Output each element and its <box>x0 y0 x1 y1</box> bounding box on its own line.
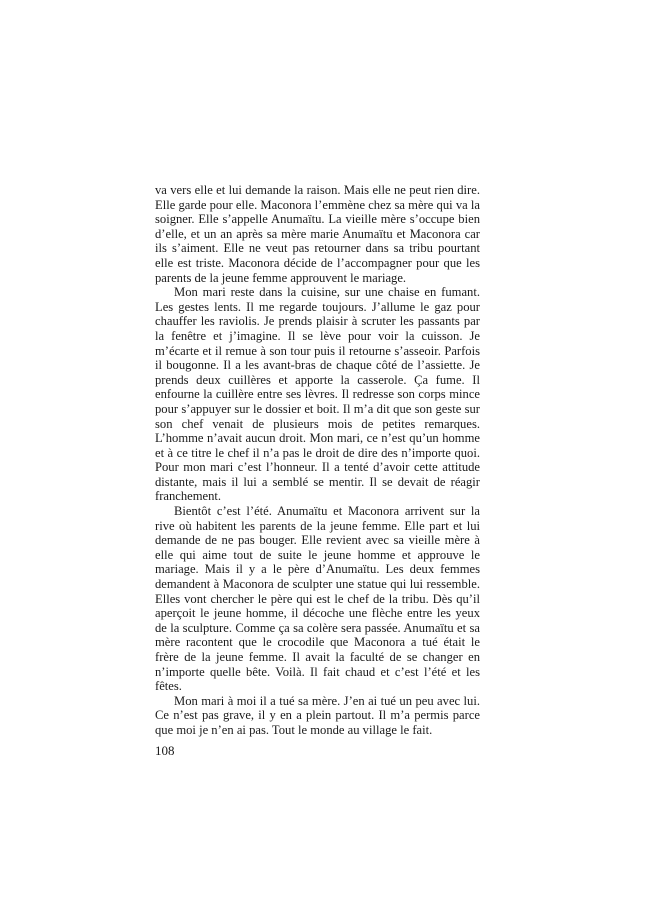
paragraph-3: Bientôt c’est l’été. Anumaïtu et Maconora arrivent sur la rive où habitent les parents de la jeune femme. Elle part et lui demande de ne pas bouger. Elle revient avec sa vieille mère à elle qui aime tout de suite le jeune homme et approuve le mariage. Mais il y a le père d’Anumaïtu. Les deux femmes demandent à Maconora de sculpter une statue qui lui ressemble. Elles vont chercher le père qui est le chef de la tribu. Dès qu’il aperçoit le jeune homme, il décoche une flèche entre les yeux de la sculpture. Comme ça sa colère sera passée. Anumaïtu et sa mère racontent que le crocodile que Maconora a tué était le frère de la jeune femme. Il avait la faculté de se changer en n’importe quelle bête. Voilà. Il fait chaud et c’est l’été et les fêtes. <box>155 504 480 694</box>
paragraph-4: Mon mari à moi il a tué sa mère. J’en ai tué un peu avec lui. Ce n’est pas grave, il y en a plein partout. Il m’a permis parce que moi je n’en ai pas. Tout le monde au village le fait. <box>155 693 480 737</box>
paragraph-1: va vers elle et lui demande la raison. Mais elle ne peut rien dire. Elle garde pour elle. Maconora l’emmène chez sa mère qui va la soigner. Elle s’appelle Anumaïtu. La vieille mère s’occupe bien d’elle, et un an après sa mère marie Anumaïtu et Maconora car ils s’aiment. Elle ne veut pas retourner dans sa tribu pourtant elle est triste. Maconora décide de l’accompagner pour que les parents de la jeune femme approuvent le mariage. <box>155 183 480 285</box>
body-text <box>155 183 480 738</box>
page-number: 108 <box>155 743 175 758</box>
paragraph-2: Mon mari reste dans la cuisine, sur une chaise en fumant. Les gestes lents. Il me regarde toujours. J’allume le gaz pour chauffer les raviolis. Je prends plaisir à scruter les passants par la fenêtre et j’imagine. Il se lève pour voir la cuisson. Je m’écarte et il remue à son tour puis il retourne s’asseoir. Parfois il bougonne. Il a les avant-bras de chaque côté de l’assiette. Je prends deux cuillères et apporte la casserole. Ça fume. Il enfourne la cuillère entre ses lèvres. Il redresse son corps mince pour s’appuyer sur le dossier et boit. Il m’a dit que son geste sur son chef venait de plusieurs mois de petites remarques. L’homme n’avait aucun droit. Mon mari, ce n’est qu’un homme et à ce titre le chef il n’a pas le droit de dire des n’importe quoi. Pour mon mari c’est l’honneur. Il a tenté d’avoir cette attitude distante, mais il lui a semblé se mentir. Il se devait de réagir franchement. <box>155 285 480 504</box>
